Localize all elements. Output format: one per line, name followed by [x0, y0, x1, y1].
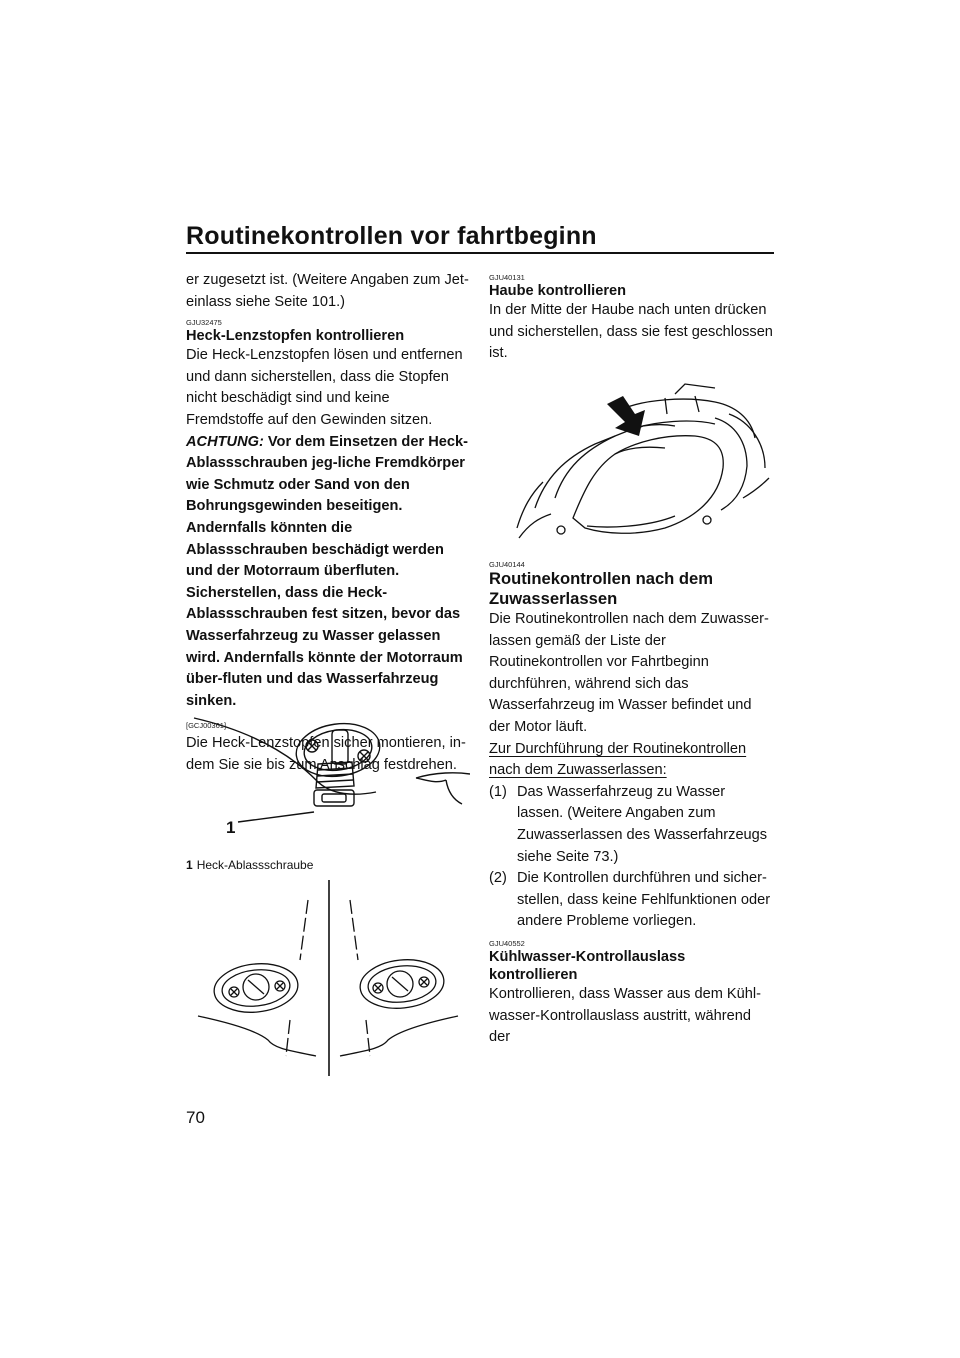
- warning: [186, 434, 468, 709]
- caption-text: Heck-Ablassschraube: [196, 858, 314, 872]
- list-item: [489, 868, 773, 933]
- section-body: In der Mitte der Haube nach unten drücken und sicherstellen, dass sie fest geschlossen ist.: [489, 302, 773, 362]
- right-column-lower: [489, 557, 773, 1049]
- right-column: [489, 270, 773, 365]
- section-code: GJU32475: [186, 318, 222, 328]
- figure-caption: [186, 858, 313, 872]
- step-text: Die Kontrollen durchführen und sicher-stellen, dass keine Fehlfunktionen oder andere Probleme vorliegen.: [517, 870, 771, 930]
- subheading-text: Zur Durchführung der Routinekontrollen nach dem Zuwasserlassen:: [489, 740, 747, 779]
- hood-figure: [515, 378, 773, 548]
- step-number: (2): [489, 870, 507, 887]
- caption-number: 1: [186, 858, 193, 872]
- section-body: Kontrollieren, dass Wasser aus dem Kühl-wasser-Kontrollauslass austritt, während der: [489, 985, 761, 1046]
- hull-drain-plugs-figure: [186, 880, 470, 1076]
- section-heading-haube: Haube kontrollieren: [489, 283, 627, 299]
- list-item: [489, 782, 773, 868]
- step-number: (1): [489, 783, 507, 800]
- warning-code: [GCJ00361]: [186, 721, 227, 731]
- subheading: [489, 739, 773, 782]
- section-code: GJU40552: [489, 938, 525, 948]
- section-heading-zuwasserlassen: Routinekontrollen nach dem Zuwasserlassen: [489, 569, 714, 608]
- page-number: 70: [186, 1108, 205, 1127]
- body-text: Die Heck-Lenzstopfen lösen und entfernen und dann sicherstellen, dass die Stopfen nicht beschädigt sind und keine Fremdstoffe auf den Gewinden sitzen.: [186, 347, 463, 428]
- page-title: Routinekontrollen vor fahrtbeginn: [186, 222, 597, 250]
- warning-text: Vor dem Einsetzen der Heck-Ablassschrauben jeg-liche Fremdkörper wie Schmutz oder Sand von den Bohrungsgewinden beseitigen. Andernfalls könnten die Ablassschrauben beschädigt werden und der Motorraum überfluten. Sicherstellen, dass die Heck-Ablassschrauben fest sitzen, bevor das Wasserfahrzeug zu Wasser gelassen wird. Andernfalls könnte der Motorraum über-fluten und das Wasserfahrzeug sinken.: [186, 433, 468, 709]
- section-heading-kuehlwasser: Kühlwasser-Kontrollauslass kontrollieren: [489, 948, 686, 983]
- section-code: GJU40144: [489, 560, 525, 569]
- intro-text: er zugesetzt ist. (Weitere Angaben zum Jet-einlass siehe Seite 101.): [186, 272, 469, 310]
- section-code: GJU40131: [489, 273, 525, 282]
- section-body: [186, 345, 470, 712]
- step-text: Das Wasserfahrzeug zu Wasser lassen. (Weitere Angaben zum Zuwasserlassen des Wasserfahrzeugs siehe Seite 73.): [517, 783, 768, 865]
- steps-list: [489, 782, 773, 933]
- section-heading-lenzstopfen: Heck-Lenzstopfen kontrollieren: [186, 328, 405, 345]
- section-body-2: Die Heck-Lenzstopfen sicher montieren, in-dem Sie sie bis zum Anschlag festdrehen.: [186, 735, 466, 773]
- warning-label: ACHTUNG:: [186, 433, 264, 450]
- figure-callout: 1: [226, 818, 236, 837]
- title-rule: [186, 252, 774, 254]
- section-body: Die Routinekontrollen nach dem Zuwasser-lassen gemäß der Liste der Routinekontrollen vor Fahrtbeginn durchführen, während sich das Wasserfahrzeug im Wasser befindet und der Motor läuft.: [489, 611, 769, 735]
